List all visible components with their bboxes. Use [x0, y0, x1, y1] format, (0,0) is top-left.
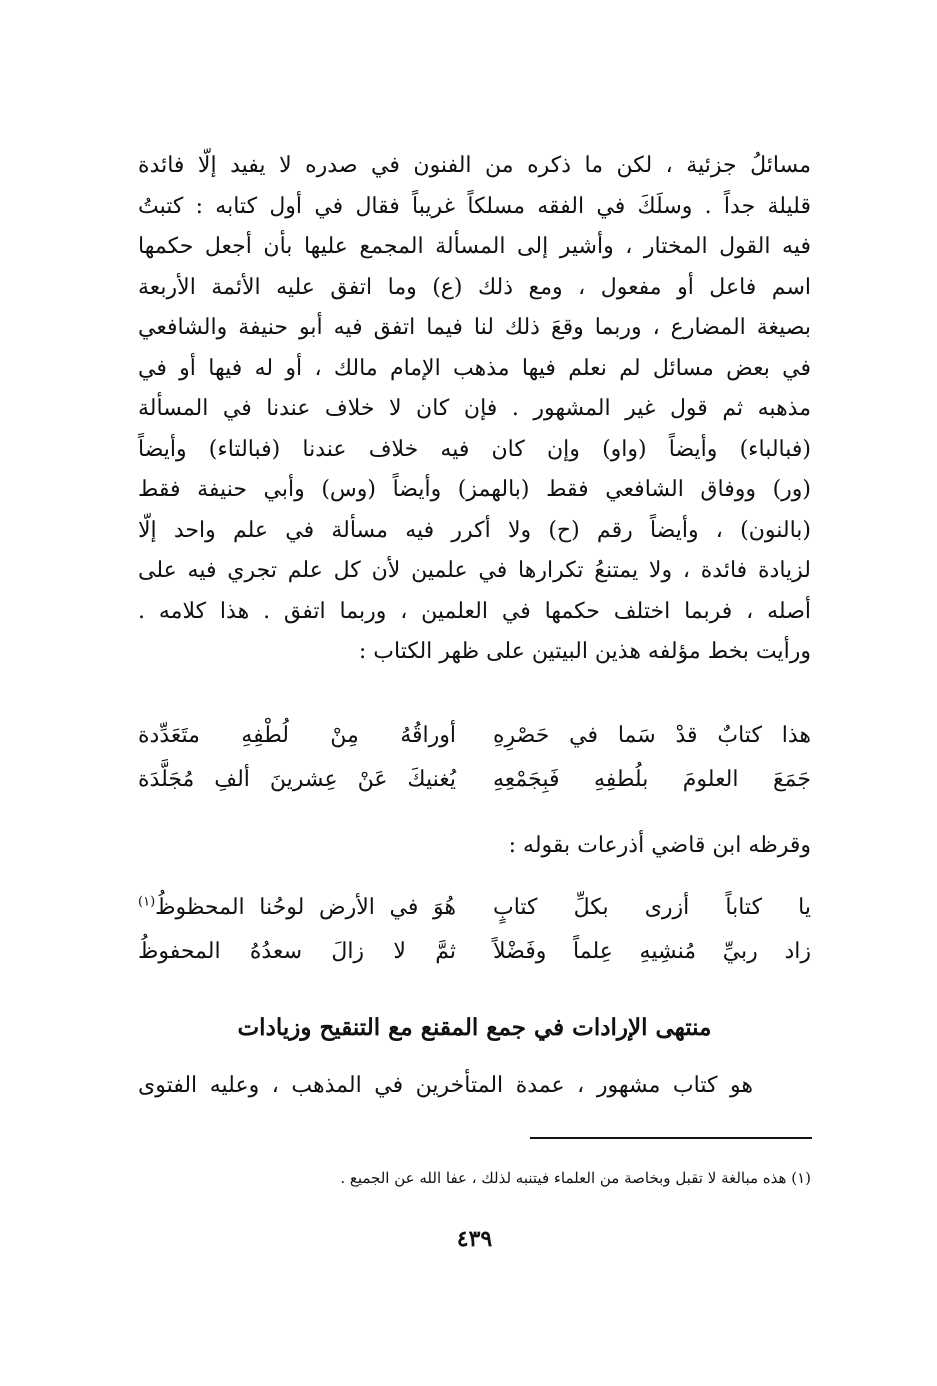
paragraph-line: (ور) ووفاق الشافعي فقط (بالهمز) وأيضاً (وس) وأبي حنيفة فقط: [138, 477, 811, 502]
paragraph-line: (فبالباء) وأيضاً (واو) وإن كان فيه خلاف عندنا (فبالتاء) وأيضاً: [138, 436, 812, 462]
verse-second-hemistich: يُغنيكَ عَنْ عِشرينَ ألفِ مُجَلَّدَة: [138, 767, 456, 792]
paragraph-line: مسائلُ جزئية ، لكن ما ذكره من الفنون في صدره لا يفيد إلّا فائدة: [138, 153, 811, 178]
verse-first-hemistich: زاد ربيِّ مُنشِيهِ عِلماً وفَضْلاً: [493, 939, 811, 964]
poem-verses-second: [138, 886, 811, 974]
poem-verses-first: [138, 714, 811, 802]
footnote-text: (١) هذه مبالغة لا تقبل وبخاصة من العلماء فيتنبه لذلك ، عفا الله عن الجميع .: [340, 1169, 811, 1187]
hemistich-text: هُوَ في الأرض لوحُنا المحظوظُ: [155, 895, 456, 920]
verse-first-hemistich: جَمَعَ العلومَ بلُطفِهِ فَبِجَمْعِهِ: [493, 767, 811, 792]
verse-row: [138, 886, 811, 930]
paragraph-line: اسم فاعل أو مفعول ، ومع ذلك (ع) وما اتفق عليه الأئمة الأربعة: [138, 274, 811, 300]
footnote-marker: (١): [138, 894, 156, 910]
paragraph-line: لزيادة فائدة ، ولا يمتنعُ تكرارها في علمين لأن كل علم تجري فيه على: [138, 558, 811, 583]
paragraph-line: (بالنون) ، وأيضاً رقم (ح) ولا أكرر فيه مسألة في علم واحد إلّا: [138, 517, 811, 543]
paragraph-line: بصيغة المضارع ، وربما وقعَ ذلك لنا فيما اتفق فيه أبو حنيفة والشافعي: [138, 315, 811, 340]
paragraph-line: فيه القول المختار ، وأشير إلى المسألة المجمع عليها بأن أجعل حكمها: [138, 234, 811, 259]
verse-row: [138, 714, 811, 758]
verse-first-hemistich: يا كتاباً أزرى بكلِّ كتابٍ: [493, 895, 811, 920]
paragraph-line: أصله ، فربما اختلف حكمها في العلمين ، وربما اتفق . هذا كلامه .: [138, 598, 811, 624]
paragraph-line: في بعض مسائل لم نعلم فيها مذهب الإمام مالك ، أو له فيها أو في: [138, 355, 811, 381]
verse-row: [138, 930, 811, 974]
paragraph-line: مذهبه ثم قول غير المشهور . فإن كان لا خلاف عندنا في المسألة: [138, 396, 811, 421]
verse-second-hemistich: أوراقُهُ مِنْ لُطْفِهِ متَعَدِّدة: [138, 723, 456, 748]
footnote-divider: [530, 1137, 812, 1139]
verse-second-hemistich: [138, 886, 456, 930]
section-heading: منتهى الإرادات في جمع المقنع مع التنقيح وزيادات: [237, 1014, 712, 1041]
verse-row: [138, 758, 811, 802]
section-first-line: هو كتاب مشهور ، عمدة المتأخرين في المذهب ، وعليه الفتوى: [138, 1073, 753, 1098]
poem-intro: وقرظه ابن قاضي أذرعات بقوله :: [508, 833, 811, 858]
verse-second-hemistich: ثمَّ لا زالَ سعدُهُ المحفوظُ: [138, 939, 456, 964]
main-paragraph: [138, 146, 811, 673]
paragraph-line: ورأيت بخط مؤلفه هذين البيتين على ظهر الكتاب :: [358, 639, 811, 664]
page-number: ٤٣٩: [456, 1226, 493, 1252]
paragraph-line: قليلة جداً . وسلَكَ في الفقه مسلكاً غريباً فقال في أول كتابه : كتبتُ: [138, 193, 811, 219]
verse-first-hemistich: هذا كتابٌ قدْ سَما في حَصْرِهِ: [493, 723, 811, 748]
